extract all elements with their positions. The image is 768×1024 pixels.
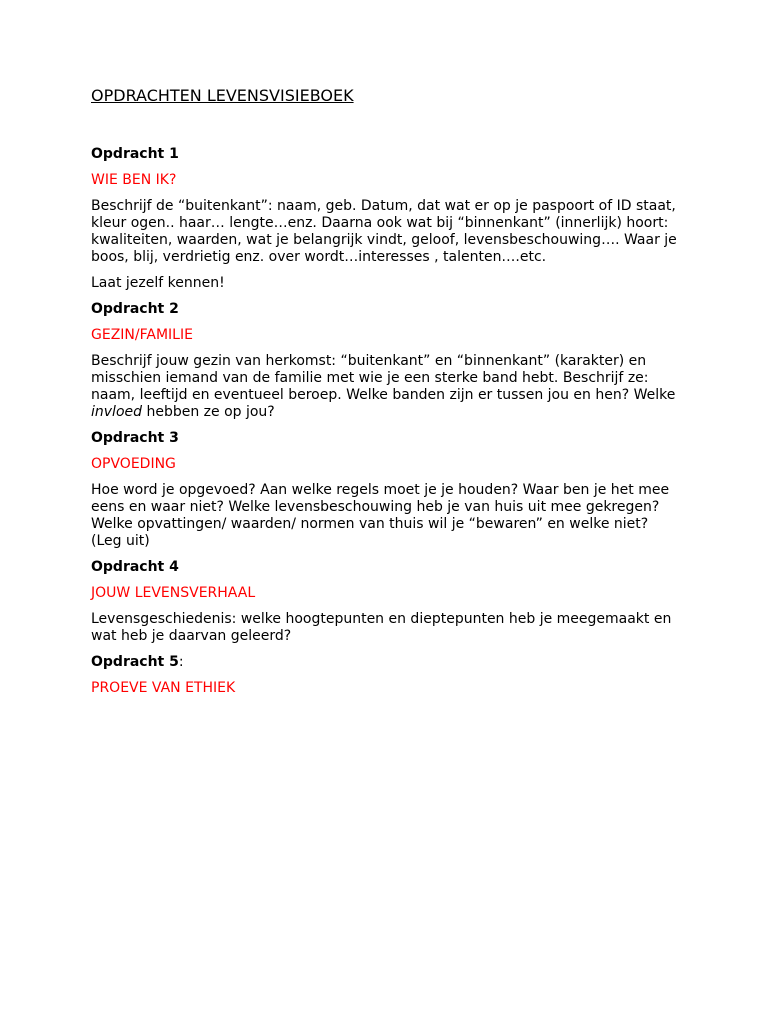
assignment-5	[91, 654, 681, 697]
assignment-heading	[91, 654, 681, 671]
assignment-subtitle: PROEVE VAN ETHIEK	[91, 680, 236, 696]
assignment-heading-text: Opdracht 5	[91, 654, 179, 670]
assignment-subtitle: JOUW LEVENSVERHAAL	[91, 585, 256, 601]
assignment-description	[91, 353, 681, 421]
assignment-description: Levensgeschiedenis: welke hoogtepunten en dieptepunten heb je meegemaakt en wat heb je daarvan geleerd?	[91, 611, 672, 644]
document-title: OPDRACHTEN LEVENSVISIEBOEK	[91, 86, 354, 105]
assignment-subtitle: GEZIN/FAMILIE	[91, 327, 193, 343]
assignment-3	[91, 430, 681, 550]
assignment-heading: Opdracht 3	[91, 430, 179, 446]
assignment-heading-colon: :	[178, 654, 184, 670]
assignment-subtitle: WIE BEN IK?	[91, 172, 177, 188]
assignment-description: Hoe word je opgevoed? Aan welke regels moet je je houden? Waar ben je het mee eens en waar niet? Welke levensbeschouwing heb je van huis uit mee gekregen? Welke opvattingen/ waarden/ normen van thuis wil je “bewaren” en welke niet? (Leg uit)	[91, 482, 670, 549]
description-text: Beschrijf jouw gezin van herkomst: “buitenkant” en “binnenkant” (karakter) en misschien iemand van de familie met wie je een sterke band hebt. Beschrijf ze: naam, leeftijd en eventueel beroep. Welke banden zijn er tussen jou en hen? Welke	[91, 353, 676, 403]
emphasized-word: invloed	[91, 404, 143, 420]
assignment-heading: Opdracht 4	[91, 559, 179, 575]
assignment-heading: Opdracht 2	[91, 301, 179, 317]
assignment-note: Laat jezelf kennen!	[91, 275, 225, 291]
description-text-end: hebben ze op jou?	[142, 404, 275, 420]
document-page	[91, 85, 681, 706]
assignment-description: Beschrijf de “buitenkant”: naam, geb. Datum, dat wat er op je paspoort of ID staat, kleur ogen.. haar… lengte…enz. Daarna ook wat bij “binnenkant” (innerlijk) hoort: kwaliteiten, waarden, wat je belangrijk vindt, geloof, levensbeschouwing…. Waar je boos, blij, verdrietig enz. over wordt…interesses , talenten….etc.	[91, 198, 677, 265]
assignment-2	[91, 301, 681, 421]
assignment-subtitle: OPVOEDING	[91, 456, 176, 472]
assignment-1	[91, 146, 681, 292]
assignment-4	[91, 559, 681, 645]
assignment-heading: Opdracht 1	[91, 146, 179, 162]
